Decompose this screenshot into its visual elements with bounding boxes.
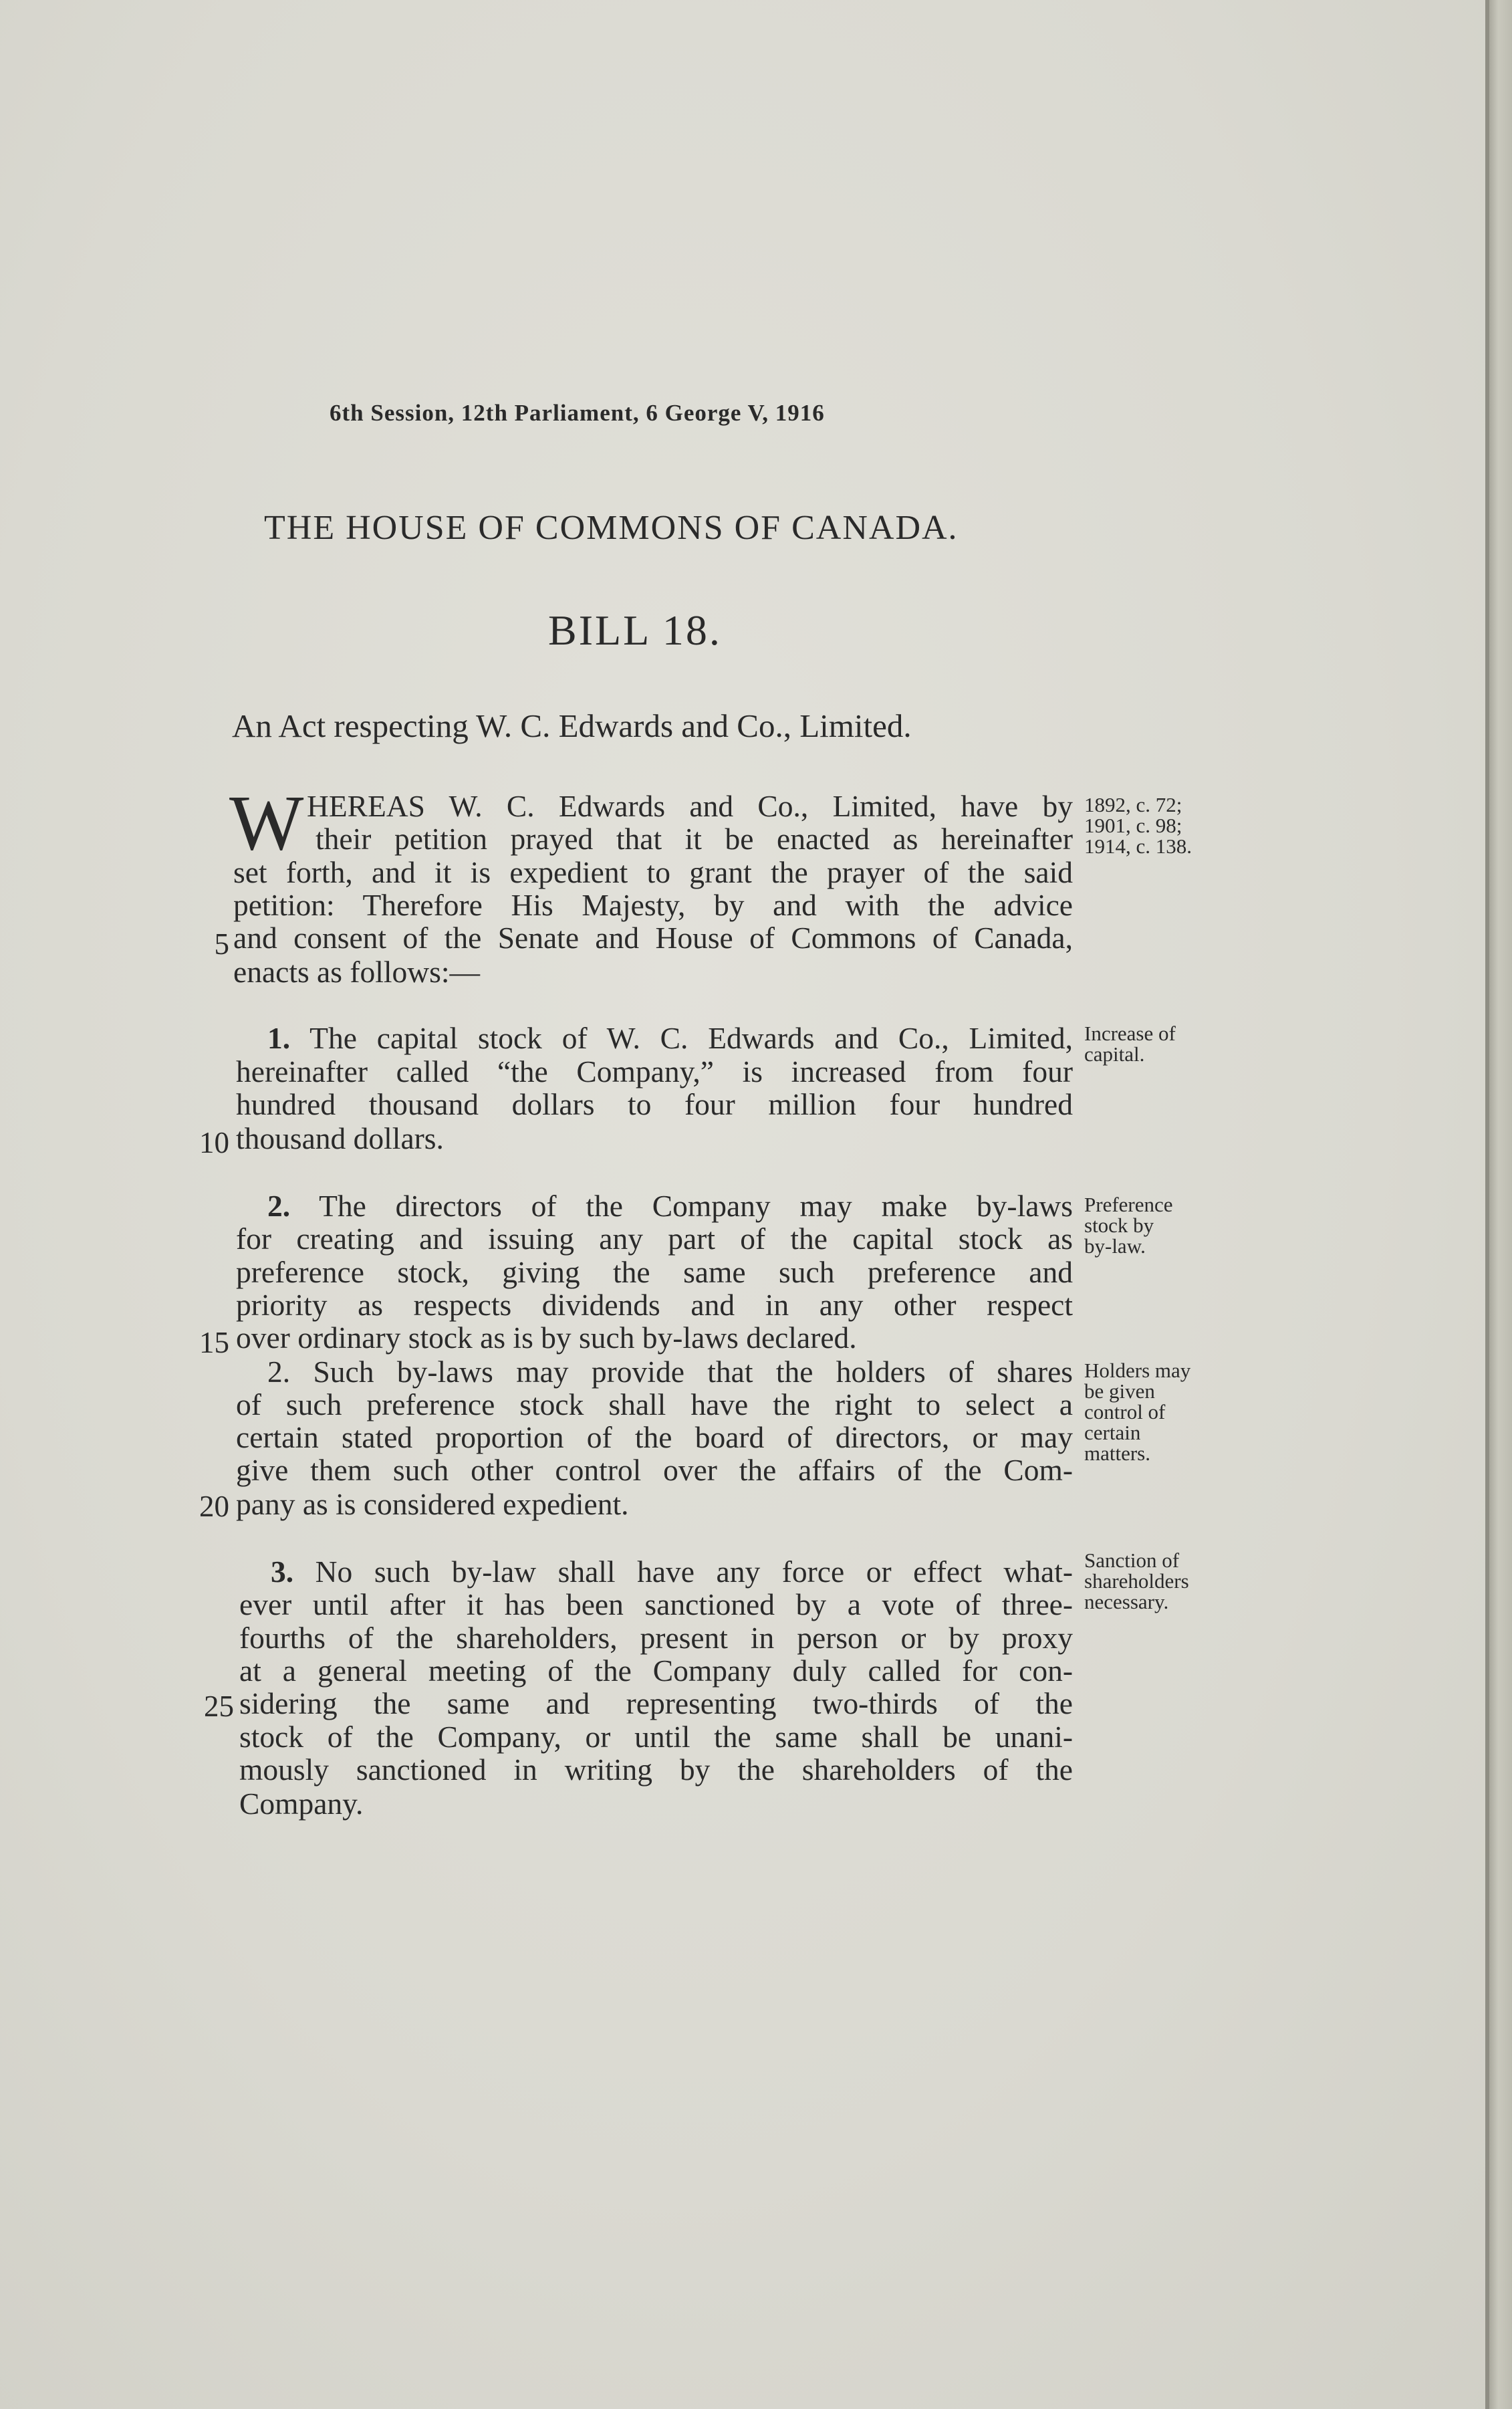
- margin-note: necessary.: [1084, 1590, 1169, 1613]
- section-number: 2.: [267, 1189, 291, 1223]
- margin-note: capital.: [1084, 1042, 1145, 1066]
- margin-note: 1901, c. 98;: [1084, 814, 1182, 837]
- bill-number: BILL 18.: [548, 606, 722, 654]
- margin-note: 1914, c. 138.: [1084, 834, 1192, 858]
- drop-cap: W: [229, 779, 304, 867]
- section-2-line: for creating and issuing any part of the capital stock as: [236, 1222, 1073, 1256]
- section-1-line: 1. The capital stock of W. C. Edwards and Co., Limited,: [267, 1021, 1073, 1055]
- margin-note: Sanction of: [1084, 1548, 1180, 1572]
- margin-note: stock by: [1084, 1214, 1154, 1237]
- margin-note: matters.: [1084, 1442, 1150, 1465]
- section-3-line: sidering the same and representing two-thirds of the: [239, 1686, 1073, 1720]
- margin-note: be given: [1084, 1379, 1155, 1403]
- margin-note: 1892, c. 72;: [1084, 793, 1182, 816]
- section-3-line: stock of the Company, or until the same shall be unani-: [239, 1720, 1073, 1754]
- margin-note: control of: [1084, 1400, 1166, 1423]
- section-3-line: fourths of the shareholders, present in person or by proxy: [239, 1621, 1073, 1655]
- section-3-line: mously sanctioned in writing by the shareholders of the: [239, 1752, 1073, 1787]
- section-1-line: hundred thousand dollars to four million four hundred: [236, 1087, 1073, 1121]
- section-3-line: Company.: [239, 1787, 364, 1821]
- section-number: 3.: [271, 1555, 294, 1589]
- line-number: 5: [214, 927, 229, 961]
- house-heading: THE HOUSE OF COMMONS OF CANADA.: [264, 509, 959, 547]
- section-2-line: preference stock, giving the same such preference and: [236, 1255, 1073, 1289]
- line-number: 15: [199, 1326, 229, 1359]
- act-title: An Act respecting W. C. Edwards and Co., Limited.: [232, 707, 912, 744]
- margin-note: Preference: [1084, 1193, 1173, 1216]
- section-number: 1.: [267, 1021, 291, 1055]
- margin-note: certain: [1084, 1421, 1141, 1444]
- section-2-2-line: 2. Such by-laws may provide that the holders of shares: [267, 1355, 1073, 1389]
- page-edge: [1489, 0, 1512, 2409]
- preamble-line: enacts as follows:—: [233, 955, 480, 989]
- line-number: 10: [199, 1126, 229, 1159]
- section-2-2-line: give them such other control over the affairs of the Com-: [236, 1453, 1073, 1487]
- margin-note: Holders may: [1084, 1359, 1191, 1382]
- preamble-line: HEREAS W. C. Edwards and Co., Limited, have by: [307, 789, 1073, 823]
- section-1-line: thousand dollars.: [236, 1121, 444, 1155]
- preamble-line: petition: Therefore His Majesty, by and with the advice: [233, 888, 1073, 922]
- section-2-2-line: of such preference stock shall have the right to select a: [236, 1387, 1073, 1421]
- margin-note: by-law.: [1084, 1234, 1146, 1258]
- preamble-line: their petition prayed that it be enacted as hereinafter: [316, 822, 1073, 856]
- preamble-line: set forth, and it is expedient to grant the prayer of the said: [233, 855, 1073, 889]
- margin-note: Increase of: [1084, 1022, 1176, 1045]
- section-3-line: ever until after it has been sanctioned by a vote of three-: [239, 1587, 1073, 1621]
- preamble-line: and consent of the Senate and House of Commons of Canada,: [233, 921, 1073, 955]
- line-number: 20: [199, 1490, 229, 1523]
- section-1-line: hereinafter called “the Company,” is increased from four: [236, 1054, 1073, 1088]
- section-3-line: 3. No such by-law shall have any force or effect what-: [271, 1555, 1074, 1589]
- session-line: 6th Session, 12th Parliament, 6 George V, 1916: [330, 400, 825, 426]
- section-2-line: 2. The directors of the Company may make by-laws: [267, 1189, 1073, 1223]
- section-2-line: over ordinary stock as is by such by-laws declared.: [236, 1321, 857, 1355]
- section-3-line: at a general meeting of the Company duly called for con-: [239, 1653, 1073, 1688]
- section-2-line: priority as respects dividends and in any other respect: [236, 1288, 1073, 1322]
- line-number: 25: [204, 1690, 234, 1723]
- section-2-2-line: certain stated proportion of the board of directors, or may: [236, 1420, 1073, 1454]
- section-2-2-line: pany as is considered expedient.: [236, 1487, 629, 1521]
- margin-note: shareholders: [1084, 1569, 1189, 1593]
